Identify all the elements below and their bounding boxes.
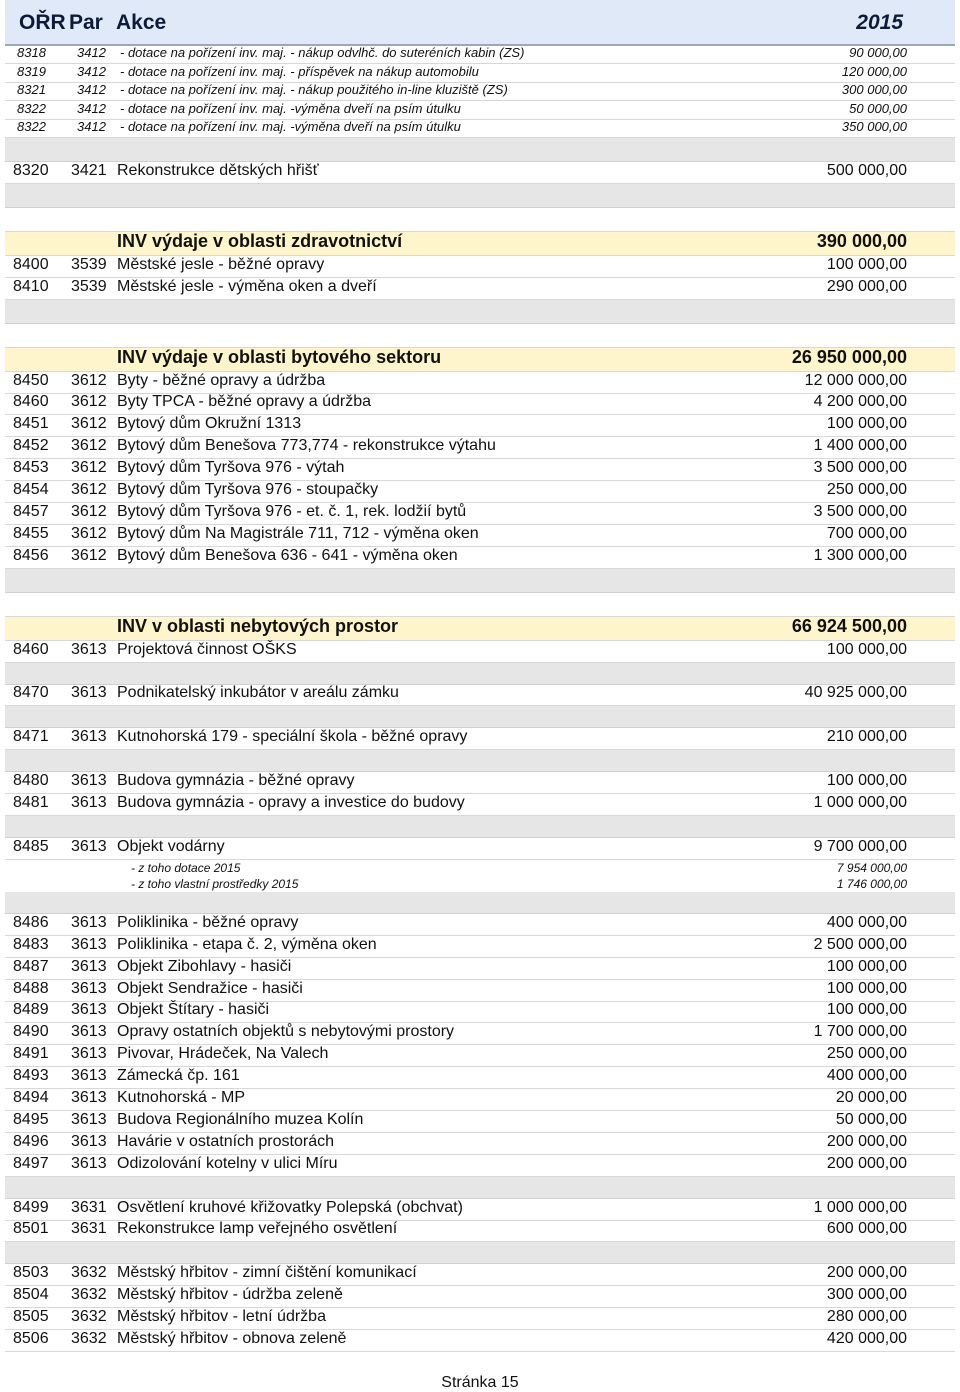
par-cell: 3612 bbox=[71, 437, 107, 455]
table-row bbox=[5, 1111, 955, 1133]
amount-cell: 200 000,00 bbox=[826, 1132, 907, 1150]
par-cell: 3613 bbox=[71, 837, 107, 855]
par-cell: 3613 bbox=[71, 728, 107, 746]
par-cell: 3613 bbox=[71, 772, 107, 790]
action-cell: Městský hřbitov - údržba zeleně bbox=[117, 1286, 343, 1304]
action-cell: - z toho dotace 2015 bbox=[131, 860, 241, 875]
action-cell: Podnikatelský inkubátor v areálu zámku bbox=[117, 684, 399, 702]
par-cell: 3612 bbox=[71, 393, 107, 411]
orr-cell: 8496 bbox=[13, 1132, 49, 1150]
orr-cell: 8319 bbox=[17, 63, 46, 79]
separator-row bbox=[5, 1242, 955, 1264]
separator-row bbox=[5, 750, 955, 772]
separator-row bbox=[5, 300, 955, 324]
orr-cell: 8460 bbox=[13, 640, 49, 658]
table-row bbox=[5, 1002, 955, 1024]
par-cell: 3612 bbox=[71, 502, 107, 520]
amount-cell: 3 500 000,00 bbox=[813, 502, 907, 520]
separator-row bbox=[5, 816, 955, 838]
separator-row bbox=[5, 1177, 955, 1199]
table-row bbox=[5, 459, 955, 481]
table-row bbox=[5, 46, 955, 64]
orr-cell: 8470 bbox=[13, 684, 49, 702]
orr-cell: 8490 bbox=[13, 1023, 49, 1041]
orr-cell: 8320 bbox=[13, 161, 49, 179]
action-cell: Bytový dům Tyršova 976 - výtah bbox=[117, 459, 345, 477]
amount-cell: 4 200 000,00 bbox=[813, 393, 907, 411]
amount-cell: 26 950 000,00 bbox=[791, 346, 907, 367]
amount-cell: 1 400 000,00 bbox=[813, 437, 907, 455]
amount-cell: 40 925 000,00 bbox=[804, 684, 907, 702]
par-cell: 3613 bbox=[71, 794, 107, 812]
action-cell: Bytový dům Tyršova 976 - et. č. 1, rek. lodžií bytů bbox=[117, 502, 467, 520]
separator-row bbox=[5, 184, 955, 208]
amount-cell: 390 000,00 bbox=[816, 230, 907, 251]
orr-cell: 8506 bbox=[13, 1330, 49, 1348]
action-cell: Rekonstrukce dětských hřišť bbox=[117, 161, 319, 179]
action-cell: Osvětlení kruhové křižovatky Polepská (obchvat) bbox=[117, 1198, 463, 1216]
action-cell: Objekt Zibohlavy - hasiči bbox=[117, 957, 292, 975]
section-heading-row bbox=[5, 617, 955, 641]
par-cell: 3613 bbox=[71, 1045, 107, 1063]
action-cell: Městský hřbitov - zimní čištění komunikací bbox=[117, 1264, 417, 1282]
amount-cell: 1 000 000,00 bbox=[813, 794, 907, 812]
orr-cell: 8485 bbox=[13, 837, 49, 855]
amount-cell: 200 000,00 bbox=[826, 1264, 907, 1282]
sub-item-row bbox=[5, 860, 955, 876]
par-cell: 3632 bbox=[71, 1264, 107, 1282]
par-cell: 3613 bbox=[71, 684, 107, 702]
orr-cell: 8453 bbox=[13, 459, 49, 477]
par-cell: 3632 bbox=[71, 1330, 107, 1348]
amount-cell: 700 000,00 bbox=[826, 524, 907, 542]
action-cell: - dotace na pořízení inv. maj. -výměna dveří na psím útulku bbox=[120, 100, 461, 116]
amount-cell: 290 000,00 bbox=[826, 277, 907, 295]
par-cell: 3612 bbox=[71, 480, 107, 498]
par-cell: 3613 bbox=[71, 1154, 107, 1172]
amount-cell: 1 700 000,00 bbox=[813, 1023, 907, 1041]
action-cell: INV výdaje v oblasti bytového sektoru bbox=[117, 346, 442, 367]
table-row bbox=[5, 728, 955, 750]
header-year: 2015 bbox=[856, 11, 903, 34]
action-cell: Odizolování kotelny v ulici Míru bbox=[117, 1154, 338, 1172]
action-cell: Budova gymnázia - běžné opravy bbox=[117, 772, 355, 790]
table-row bbox=[5, 1221, 955, 1243]
amount-cell: 350 000,00 bbox=[841, 118, 907, 134]
par-cell: 3412 bbox=[77, 100, 106, 116]
table-header bbox=[5, 0, 955, 46]
par-cell: 3412 bbox=[77, 118, 106, 134]
orr-cell: 8504 bbox=[13, 1286, 49, 1304]
amount-cell: 420 000,00 bbox=[826, 1330, 907, 1348]
table-row bbox=[5, 120, 955, 138]
table-row bbox=[5, 256, 955, 278]
par-cell: 3613 bbox=[71, 1067, 107, 1085]
action-cell: Budova gymnázia - opravy a investice do budovy bbox=[117, 794, 465, 812]
amount-cell: 9 700 000,00 bbox=[813, 837, 907, 855]
action-cell: INV výdaje v oblasti zdravotnictví bbox=[117, 230, 403, 251]
orr-cell: 8495 bbox=[13, 1110, 49, 1128]
amount-cell: 66 924 500,00 bbox=[791, 615, 907, 636]
table-row bbox=[5, 838, 955, 860]
table-row bbox=[5, 958, 955, 980]
table-row bbox=[5, 1045, 955, 1067]
par-cell: 3612 bbox=[71, 546, 107, 564]
orr-cell: 8494 bbox=[13, 1089, 49, 1106]
amount-cell: 100 000,00 bbox=[826, 255, 907, 273]
table-row bbox=[5, 914, 955, 936]
amount-cell: 7 954 000,00 bbox=[836, 860, 907, 875]
orr-cell: 8481 bbox=[13, 794, 49, 812]
orr-cell: 8486 bbox=[13, 913, 49, 931]
orr-cell: 8501 bbox=[13, 1220, 49, 1238]
section-heading-row bbox=[5, 348, 955, 372]
amount-cell: 250 000,00 bbox=[826, 1045, 907, 1063]
table-row bbox=[5, 685, 955, 707]
table-row bbox=[5, 794, 955, 816]
action-cell: Bytový dům Na Magistrále 711, 712 - výměna oken bbox=[117, 524, 479, 542]
par-cell: 3632 bbox=[71, 1286, 107, 1304]
action-cell: Objekt vodárny bbox=[117, 837, 225, 855]
table-row bbox=[5, 1330, 955, 1352]
par-cell: 3613 bbox=[71, 935, 107, 953]
table-row bbox=[5, 64, 955, 82]
action-cell: Městské jesle - běžné opravy bbox=[117, 255, 325, 273]
amount-cell: 300 000,00 bbox=[841, 82, 907, 98]
amount-cell: 280 000,00 bbox=[826, 1308, 907, 1326]
amount-cell: 100 000,00 bbox=[826, 957, 907, 975]
action-cell: Městské jesle - výměna oken a dveří bbox=[117, 277, 377, 295]
orr-cell: 8499 bbox=[13, 1198, 49, 1216]
action-cell: INV v oblasti nebytových prostor bbox=[117, 615, 399, 636]
par-cell: 3421 bbox=[71, 161, 107, 179]
table-row bbox=[5, 394, 955, 416]
orr-cell: 8451 bbox=[13, 415, 49, 433]
separator-row bbox=[5, 593, 955, 617]
par-cell: 3613 bbox=[71, 979, 107, 997]
table-row bbox=[5, 1155, 955, 1177]
table-row bbox=[5, 481, 955, 503]
table-row bbox=[5, 415, 955, 437]
par-cell: 3613 bbox=[71, 1023, 107, 1041]
amount-cell: 100 000,00 bbox=[826, 415, 907, 433]
action-cell: - z toho vlastní prostředky 2015 bbox=[131, 876, 299, 891]
par-cell: 3613 bbox=[71, 1132, 107, 1150]
amount-cell: 100 000,00 bbox=[826, 772, 907, 790]
table-row bbox=[5, 162, 955, 184]
action-cell: Kutnohorská - MP bbox=[117, 1089, 246, 1106]
amount-cell: 500 000,00 bbox=[826, 161, 907, 179]
amount-cell: 50 000,00 bbox=[835, 1110, 907, 1128]
amount-cell: 200 000,00 bbox=[826, 1154, 907, 1172]
action-cell: Byty - běžné opravy a údržba bbox=[117, 371, 326, 389]
orr-cell: 8454 bbox=[13, 480, 49, 498]
orr-cell: 8471 bbox=[13, 728, 49, 746]
orr-cell: 8493 bbox=[13, 1067, 49, 1085]
table-row bbox=[5, 1089, 955, 1111]
separator-row bbox=[5, 208, 955, 232]
par-cell: 3612 bbox=[71, 524, 107, 542]
action-cell: Budova Regionálního muzea Kolín bbox=[117, 1110, 364, 1128]
orr-cell: 8505 bbox=[13, 1308, 49, 1326]
amount-cell: 100 000,00 bbox=[826, 979, 907, 997]
amount-cell: 100 000,00 bbox=[826, 640, 907, 658]
amount-cell: 600 000,00 bbox=[826, 1220, 907, 1238]
amount-cell: 20 000,00 bbox=[835, 1089, 907, 1106]
amount-cell: 210 000,00 bbox=[826, 728, 907, 746]
orr-cell: 8489 bbox=[13, 1001, 49, 1019]
action-cell: Rekonstrukce lamp veřejného osvětlení bbox=[117, 1220, 398, 1238]
par-cell: 3613 bbox=[71, 640, 107, 658]
separator-row bbox=[5, 706, 955, 728]
header-orr: OŘR bbox=[19, 11, 66, 34]
amount-cell: 400 000,00 bbox=[826, 913, 907, 931]
orr-cell: 8487 bbox=[13, 957, 49, 975]
action-cell: Kutnohorská 179 - speciální škola - běžné opravy bbox=[117, 728, 468, 746]
table-row bbox=[5, 1067, 955, 1089]
table-row bbox=[5, 437, 955, 459]
action-cell: Havárie v ostatních prostorách bbox=[117, 1132, 334, 1150]
table-row bbox=[5, 1199, 955, 1221]
table-row bbox=[5, 1308, 955, 1330]
header-par: Par bbox=[69, 11, 103, 34]
orr-cell: 8410 bbox=[13, 277, 49, 295]
action-cell: - dotace na pořízení inv. maj. - nákup použitého in-line kluziště (ZS) bbox=[120, 82, 508, 98]
amount-cell: 120 000,00 bbox=[841, 63, 907, 79]
par-cell: 3612 bbox=[71, 371, 107, 389]
action-cell: Byty TPCA - běžné opravy a údržba bbox=[117, 393, 372, 411]
amount-cell: 100 000,00 bbox=[826, 1001, 907, 1019]
orr-cell: 8488 bbox=[13, 979, 49, 997]
par-cell: 3613 bbox=[71, 957, 107, 975]
orr-cell: 8456 bbox=[13, 546, 49, 564]
table-row bbox=[5, 772, 955, 794]
sub-item-row bbox=[5, 876, 955, 892]
action-cell: Bytový dům Benešova 636 - 641 - výměna oken bbox=[117, 546, 458, 564]
table-row bbox=[5, 83, 955, 101]
orr-cell: 8480 bbox=[13, 772, 49, 790]
action-cell: Opravy ostatních objektů s nebytovými prostory bbox=[117, 1023, 455, 1041]
amount-cell: 12 000 000,00 bbox=[804, 371, 907, 389]
table-body bbox=[5, 46, 955, 1352]
action-cell: Bytový dům Benešova 773,774 - rekonstrukce výtahu bbox=[117, 437, 496, 455]
par-cell: 3613 bbox=[71, 913, 107, 931]
par-cell: 3631 bbox=[71, 1220, 107, 1238]
separator-row bbox=[5, 324, 955, 348]
budget-sheet bbox=[5, 0, 955, 1352]
orr-cell: 8503 bbox=[13, 1264, 49, 1282]
par-cell: 3632 bbox=[71, 1308, 107, 1326]
orr-cell: 8457 bbox=[13, 502, 49, 520]
action-cell: Poliklinika - etapa č. 2, výměna oken bbox=[117, 935, 377, 953]
action-cell: Objekt Štítary - hasiči bbox=[117, 1001, 270, 1019]
action-cell: Bytový dům Tyršova 976 - stoupačky bbox=[117, 480, 379, 498]
header-akce: Akce bbox=[116, 11, 167, 34]
amount-cell: 90 000,00 bbox=[849, 45, 907, 61]
par-cell: 3539 bbox=[71, 255, 107, 273]
table-row bbox=[5, 1133, 955, 1155]
orr-cell: 8322 bbox=[17, 100, 46, 116]
table-row bbox=[5, 936, 955, 958]
table-row bbox=[5, 525, 955, 547]
orr-cell: 8483 bbox=[13, 935, 49, 953]
orr-cell: 8321 bbox=[17, 82, 46, 98]
action-cell: - dotace na pořízení inv. maj. - příspěvek na nákup automobilu bbox=[120, 63, 479, 79]
orr-cell: 8497 bbox=[13, 1154, 49, 1172]
action-cell: Zámecká čp. 161 bbox=[117, 1067, 240, 1085]
table-row bbox=[5, 980, 955, 1002]
amount-cell: 50 000,00 bbox=[849, 100, 907, 116]
action-cell: Městský hřbitov - letní údržba bbox=[117, 1308, 326, 1326]
action-cell: Městský hřbitov - obnova zeleně bbox=[117, 1330, 347, 1348]
action-cell: Pivovar, Hrádeček, Na Valech bbox=[117, 1045, 329, 1063]
orr-cell: 8318 bbox=[17, 45, 46, 61]
table-row bbox=[5, 372, 955, 394]
table-row bbox=[5, 1286, 955, 1308]
action-cell: - dotace na pořízení inv. maj. -výměna dveří na psím útulku bbox=[120, 118, 461, 134]
separator-row bbox=[5, 663, 955, 685]
table-row bbox=[5, 503, 955, 525]
action-cell: Bytový dům Okružní 1313 bbox=[117, 415, 302, 433]
amount-cell: 250 000,00 bbox=[826, 480, 907, 498]
separator-row bbox=[5, 569, 955, 593]
par-cell: 3539 bbox=[71, 277, 107, 295]
par-cell: 3613 bbox=[71, 1110, 107, 1128]
orr-cell: 8455 bbox=[13, 524, 49, 542]
amount-cell: 3 500 000,00 bbox=[813, 459, 907, 477]
page-number: Stránka 15 bbox=[441, 1374, 519, 1391]
par-cell: 3412 bbox=[77, 45, 106, 61]
orr-cell: 8460 bbox=[13, 393, 49, 411]
orr-cell: 8450 bbox=[13, 371, 49, 389]
par-cell: 3613 bbox=[71, 1001, 107, 1019]
table-row bbox=[5, 278, 955, 300]
amount-cell: 1 300 000,00 bbox=[813, 546, 907, 564]
orr-cell: 8400 bbox=[13, 255, 49, 273]
orr-cell: 8322 bbox=[17, 118, 46, 134]
par-cell: 3612 bbox=[71, 415, 107, 433]
action-cell: - dotace na pořízení inv. maj. - nákup odvlhč. do suteréních kabin (ZS) bbox=[120, 45, 525, 61]
table-row bbox=[5, 1023, 955, 1045]
par-cell: 3412 bbox=[77, 82, 106, 98]
orr-cell: 8491 bbox=[13, 1045, 49, 1063]
separator-row bbox=[5, 892, 955, 914]
orr-cell: 8452 bbox=[13, 437, 49, 455]
amount-cell: 300 000,00 bbox=[826, 1286, 907, 1304]
par-cell: 3631 bbox=[71, 1198, 107, 1216]
action-cell: Projektová činnost OŠKS bbox=[117, 640, 297, 658]
table-row bbox=[5, 101, 955, 119]
separator-row bbox=[5, 138, 955, 162]
amount-cell: 400 000,00 bbox=[826, 1067, 907, 1085]
par-cell: 3612 bbox=[71, 459, 107, 477]
amount-cell: 1 000 000,00 bbox=[813, 1198, 907, 1216]
par-cell: 3412 bbox=[77, 63, 106, 79]
action-cell: Objekt Sendražice - hasiči bbox=[117, 979, 303, 997]
amount-cell: 1 746 000,00 bbox=[836, 876, 907, 891]
par-cell: 3613 bbox=[71, 1089, 107, 1106]
amount-cell: 2 500 000,00 bbox=[813, 935, 907, 953]
table-row bbox=[5, 547, 955, 569]
table-row bbox=[5, 1264, 955, 1286]
action-cell: Poliklinika - běžné opravy bbox=[117, 913, 299, 931]
section-heading-row bbox=[5, 232, 955, 256]
table-row bbox=[5, 641, 955, 663]
